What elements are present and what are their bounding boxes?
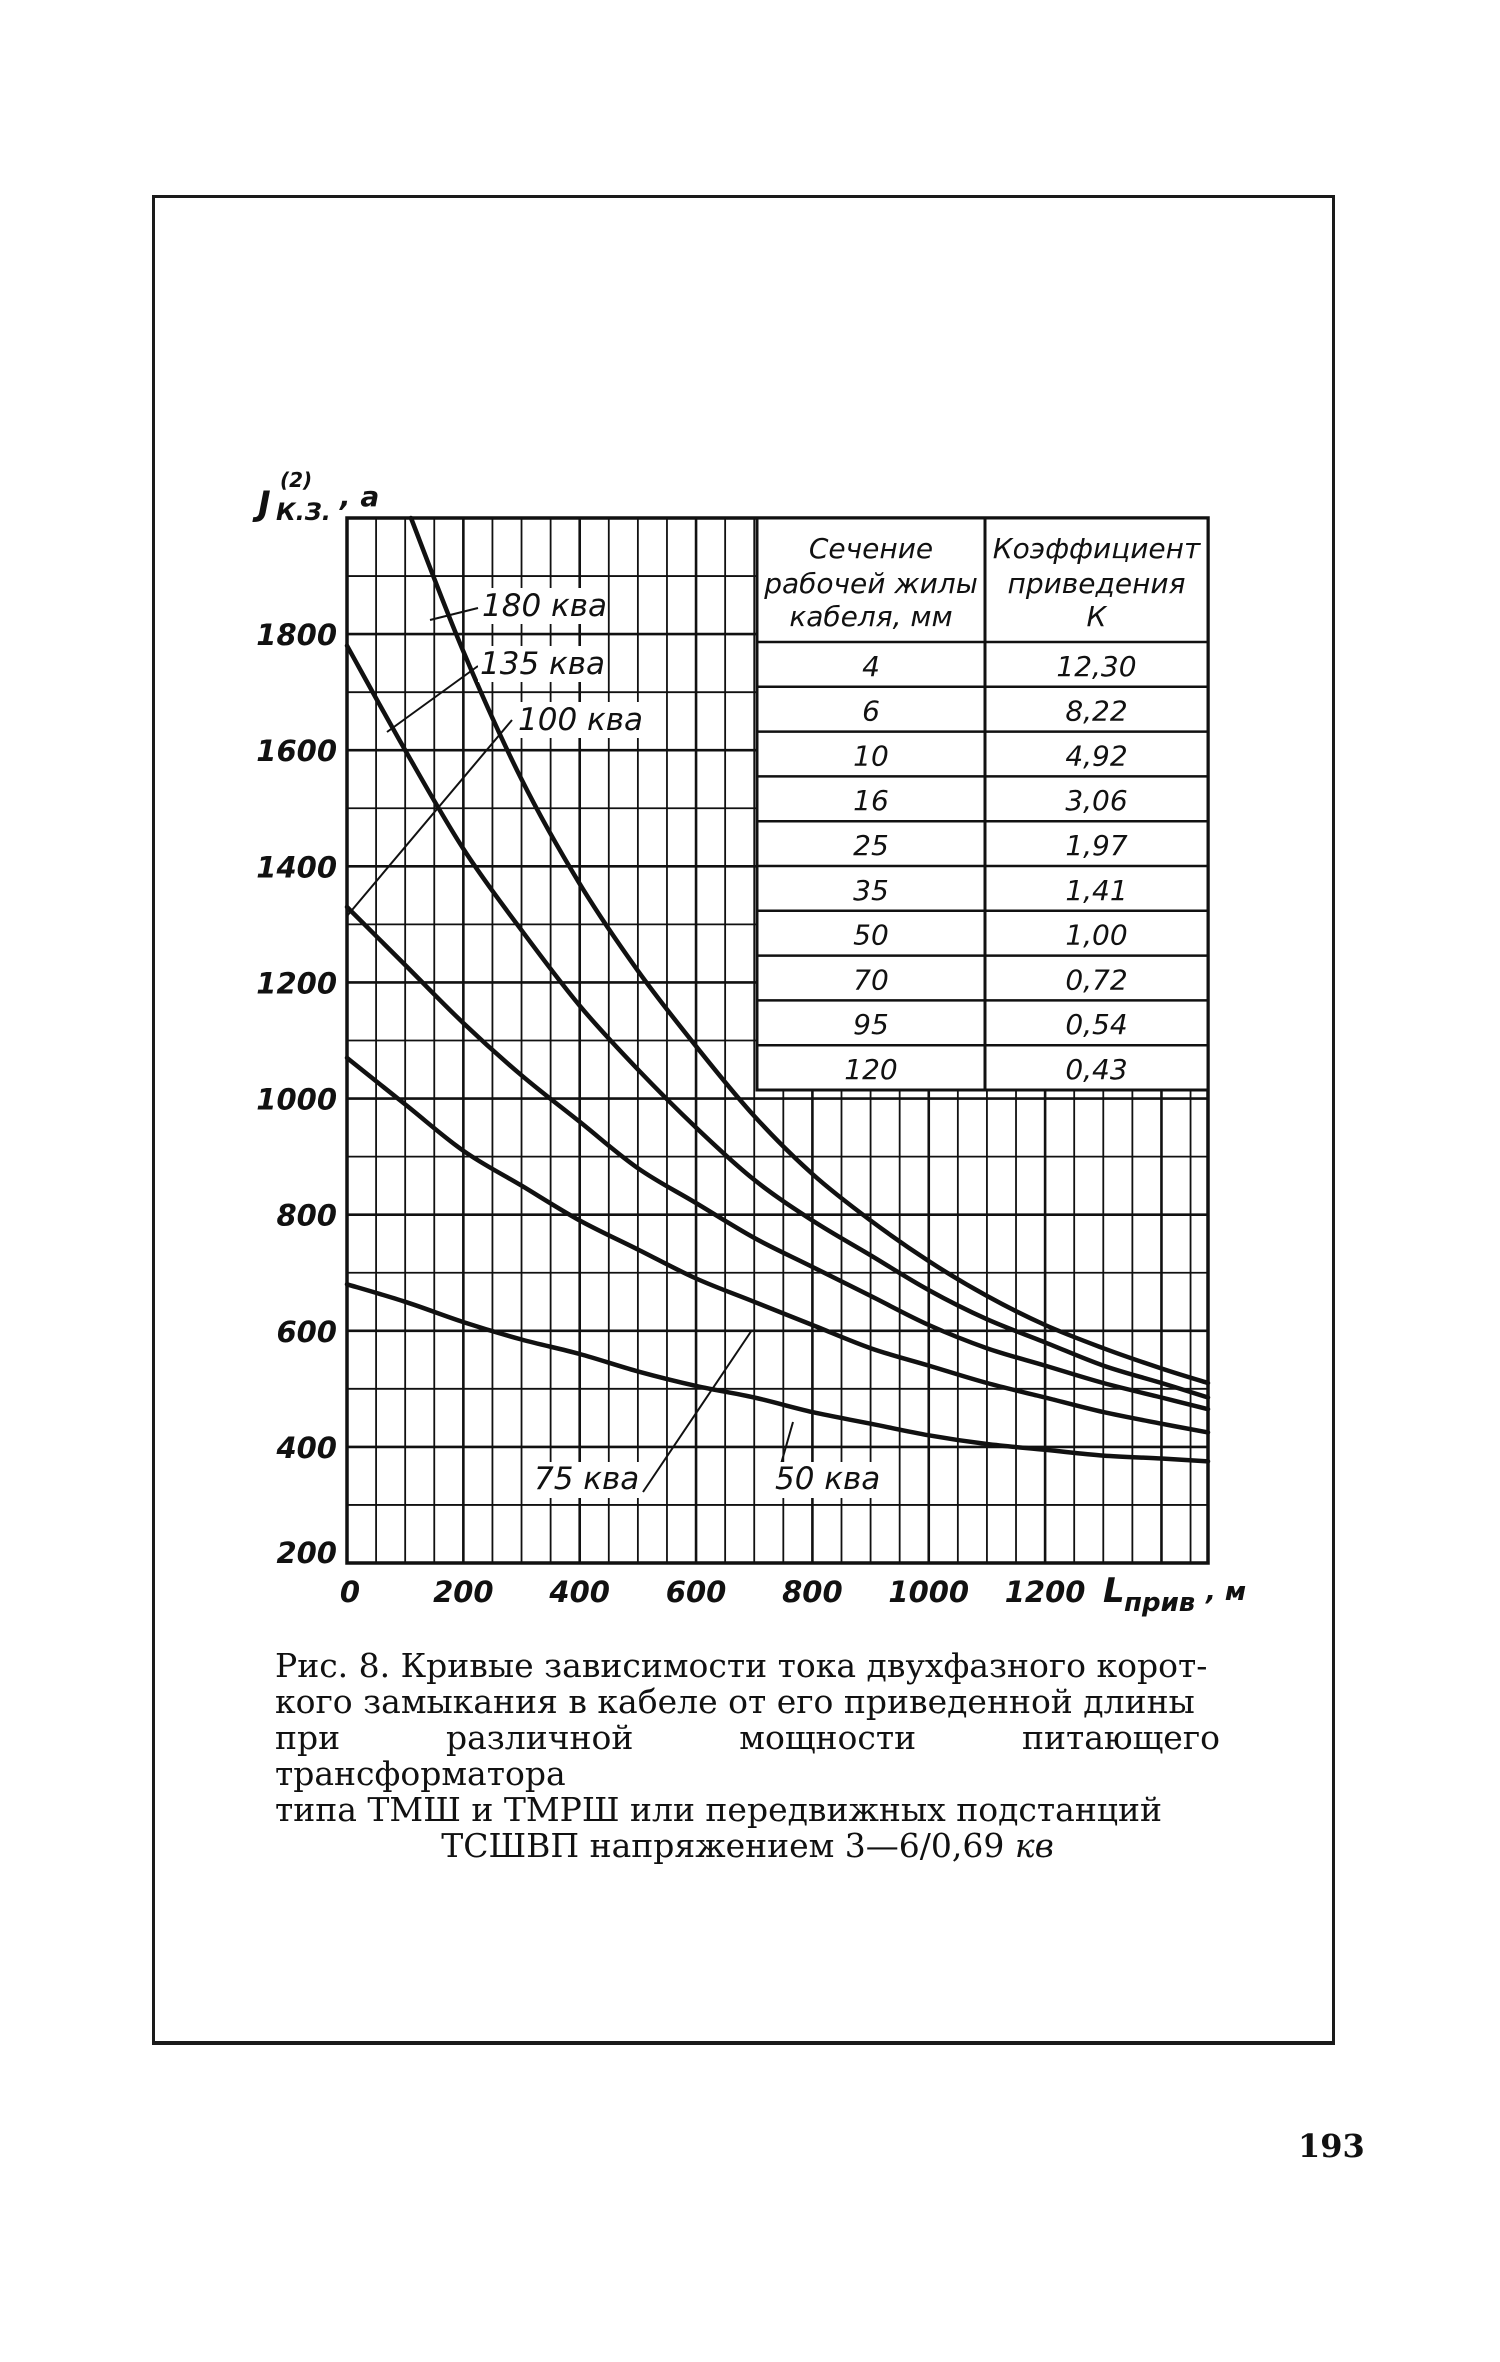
y-tick-label: 600 xyxy=(276,1314,337,1349)
table-cell-coefficient: 8,22 xyxy=(1065,694,1128,728)
x-axis-title: L xyxy=(1103,1571,1125,1611)
x-axis-subscript: прив xyxy=(1124,1588,1196,1618)
figure-caption xyxy=(275,1648,1220,1864)
y-axis-unit: , а xyxy=(340,480,380,513)
table-cell-section: 6 xyxy=(862,694,880,728)
x-tick-label: 400 xyxy=(549,1575,610,1609)
y-tick-label: 200 xyxy=(276,1536,337,1570)
table-cell-coefficient: 4,92 xyxy=(1065,739,1128,773)
y-axis-subscript: К.З. xyxy=(276,498,331,526)
table-header-cell: Сечение xyxy=(808,532,934,565)
table-cell-section: 35 xyxy=(853,873,889,907)
y-tick-label: 1800 xyxy=(256,618,337,653)
x-tick-label: 0 xyxy=(339,1575,361,1609)
table-cell-section: 16 xyxy=(853,784,889,818)
y-tick-label: 400 xyxy=(276,1430,337,1465)
table-cell-coefficient: 1,41 xyxy=(1065,873,1128,907)
table-header-cell: Коэффициент xyxy=(992,532,1201,565)
leader-line xyxy=(643,1330,752,1492)
y-tick-label: 800 xyxy=(276,1198,337,1233)
table-cell-section: 50 xyxy=(853,918,889,952)
x-tick-label: 1000 xyxy=(888,1575,970,1609)
caption-unit: кв xyxy=(1014,1826,1054,1865)
table-cell-coefficient: 3,06 xyxy=(1065,784,1128,818)
table-cell-section: 4 xyxy=(862,649,880,683)
series-label-50: 50 ква xyxy=(775,1461,881,1497)
table-header-cell: приведения xyxy=(1007,567,1186,600)
table-cell-section: 25 xyxy=(853,829,889,862)
caption-line: при различной мощности питающего трансформатора xyxy=(275,1718,1220,1793)
table-cell-section: 70 xyxy=(853,963,889,997)
y-axis-title: J xyxy=(258,484,271,524)
series-label-100: 100 ква xyxy=(518,702,644,738)
series-label-180: 180 ква xyxy=(482,588,608,624)
table-cell-coefficient: 12,30 xyxy=(1056,649,1137,683)
x-tick-label: 600 xyxy=(665,1575,727,1609)
series-label-75: 75 ква xyxy=(534,1461,640,1497)
table-cell-coefficient: 0,72 xyxy=(1065,963,1128,997)
y-tick-label: 1200 xyxy=(256,966,337,1001)
caption-line: типа ТМШ и ТМРШ или передвижных подстанций xyxy=(275,1790,1163,1829)
y-tick-label: 1400 xyxy=(256,850,337,885)
y-tick-label: 1000 xyxy=(256,1082,337,1117)
table-header-cell: рабочей жилы xyxy=(764,567,978,600)
table-header-cell: кабеля, мм xyxy=(789,600,953,633)
table-cell-coefficient: 0,43 xyxy=(1065,1053,1128,1086)
y-axis-superscript: (2) xyxy=(280,468,313,492)
leader-line xyxy=(430,608,478,620)
x-tick-label: 800 xyxy=(782,1575,843,1609)
table-cell-section: 10 xyxy=(853,739,889,773)
table-cell-coefficient: 1,00 xyxy=(1065,918,1128,952)
x-tick-label: 200 xyxy=(433,1575,494,1609)
coefficient-table xyxy=(757,518,1208,1090)
table-cell-section: 120 xyxy=(844,1053,898,1086)
table-cell-coefficient: 1,97 xyxy=(1065,829,1128,862)
caption-last-line xyxy=(275,1828,1220,1864)
table-cell-coefficient: 0,54 xyxy=(1065,1008,1128,1042)
x-tick-label: 1200 xyxy=(1004,1575,1086,1609)
table-cell-section: 95 xyxy=(853,1008,889,1042)
caption-line: Рис. 8. Кривые зависимости тока двухфазного корот- xyxy=(275,1646,1208,1685)
series-label-135: 135 ква xyxy=(480,646,606,682)
page-number: 193 xyxy=(1298,2127,1365,2165)
y-tick-label: 1600 xyxy=(256,734,337,769)
label-leaders xyxy=(347,608,793,1492)
caption-line: кого замыкания в кабеле от его приведенной длины xyxy=(275,1682,1195,1721)
caption-last-text: ТСШВП напряжением 3—6/0,69 xyxy=(441,1826,1005,1865)
x-axis-unit: , м xyxy=(1206,1577,1247,1607)
table-header-cell: К xyxy=(1086,600,1107,633)
